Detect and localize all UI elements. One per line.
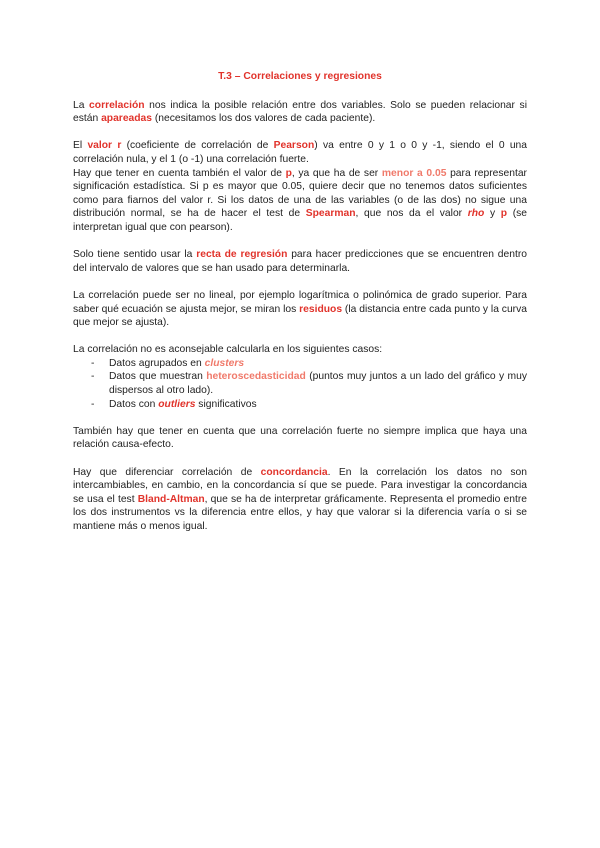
text: . En la correlación los datos no son intercambiables, en cambio, en la concordancia sí que se puede. Para investigar la concordancia se usa el test <box>73 466 528 505</box>
text: (coeficiente de correlación de <box>121 140 274 152</box>
highlight-p: p <box>285 167 292 179</box>
document-content <box>73 70 527 547</box>
highlight-p-2: p <box>500 208 508 220</box>
highlight-heteroscedasticidad: heteroscedasticidad <box>206 371 306 383</box>
text: El <box>73 140 88 152</box>
highlight-outliers: outliers <box>158 398 196 410</box>
highlight-correlacion: correlación <box>89 99 145 111</box>
highlight-pearson: Pearson <box>273 140 315 152</box>
highlight-menor-005: menor a 0.05 <box>381 167 447 179</box>
highlight-bland-altman: Bland-Altman <box>137 493 205 505</box>
text: significativos <box>195 398 257 410</box>
text: Hay que tener en cuenta también el valor de <box>73 167 286 179</box>
highlight-apareadas: apareadas <box>101 113 153 125</box>
paragraph-concordancia <box>73 466 527 534</box>
text: (la distancia entre cada punto y la curva que mejor se ajusta). <box>73 303 527 329</box>
highlight-concordancia: concordancia <box>260 466 328 478</box>
text: Datos agrupados en <box>109 357 205 369</box>
text: para representar significación estadística. Si p es mayor que 0.05, quiere decir que no tenemos datos suficientes como para fiarnos del valor r. Si los datos de una de las variables (o de las dos) no sigue una distribución normal, se ha de hacer el test de <box>73 167 527 220</box>
paragraph-valor-p <box>73 167 527 235</box>
text: nos indica la posible relación entre dos variables. Solo se pueden relacionar si están <box>73 99 527 125</box>
list-item <box>73 357 527 371</box>
page-title: T.3 – Correlaciones y regresiones <box>218 71 382 82</box>
paragraph-casos-intro: La correlación no es aconsejable calcularla en los siguientes casos: <box>73 344 383 356</box>
text: Datos que muestran <box>109 371 207 383</box>
text: (puntos muy juntos a un lado del gráfico y muy dispersos al otro lado). <box>109 371 527 397</box>
list-casos <box>73 357 527 411</box>
text: y <box>484 208 501 220</box>
text: , que nos da el valor <box>355 208 468 220</box>
text: Datos con <box>109 398 159 410</box>
text: Solo tiene sentido usar la <box>73 249 197 261</box>
paragraph-valor-r-group <box>73 139 527 234</box>
paragraph-correlacion <box>73 99 527 126</box>
dash-marker: - <box>91 357 95 369</box>
list-item <box>73 370 527 397</box>
text: (se interpretan igual que con pearson). <box>73 208 527 233</box>
text: La correlación puede ser no lineal, por ejemplo logarítmica o polinómica de grado superior. Para saber qué ecuación se ajusta mejor, se miran los <box>73 289 527 315</box>
paragraph-valor-r <box>73 139 527 166</box>
dash-marker: - <box>91 371 95 383</box>
text: ) va entre 0 y 1 o 0 y -1, siendo el 0 una correlación nula, y el 1 (o -1) una correlación fuerte. <box>73 140 527 165</box>
highlight-recta-regresion: recta de regresión <box>196 249 288 261</box>
paragraph-causa-efecto: También hay que tener en cuenta que una correlación fuerte no siempre implica que haya una relación causa-efecto. <box>73 425 527 451</box>
dash-marker: - <box>91 398 95 410</box>
text: , que se ha de interpretar gráficamente. Representa el promedio entre los dos instrumentos vs la diferencia entre ellos, y hay que valorar si la diferencia varía o si se mantiene más o menos igual. <box>73 493 528 532</box>
list-item <box>73 398 527 412</box>
highlight-residuos: residuos <box>299 303 343 315</box>
text: La <box>73 99 90 111</box>
text: (necesitamos los dos valores de cada paciente). <box>152 113 376 125</box>
highlight-clusters: clusters <box>204 357 245 369</box>
text: , ya que ha de ser <box>291 167 382 179</box>
text: Hay que diferenciar correlación de <box>73 466 261 478</box>
text: para hacer predicciones que se encuentren dentro del intervalo de valores que se han usado para determinarla. <box>73 249 527 274</box>
highlight-spearman: Spearman <box>305 208 356 220</box>
highlight-valor-r: valor r <box>87 140 122 152</box>
paragraph-recta-regresion <box>73 248 527 275</box>
paragraph-no-lineal <box>73 289 527 330</box>
highlight-rho: rho <box>467 208 485 220</box>
